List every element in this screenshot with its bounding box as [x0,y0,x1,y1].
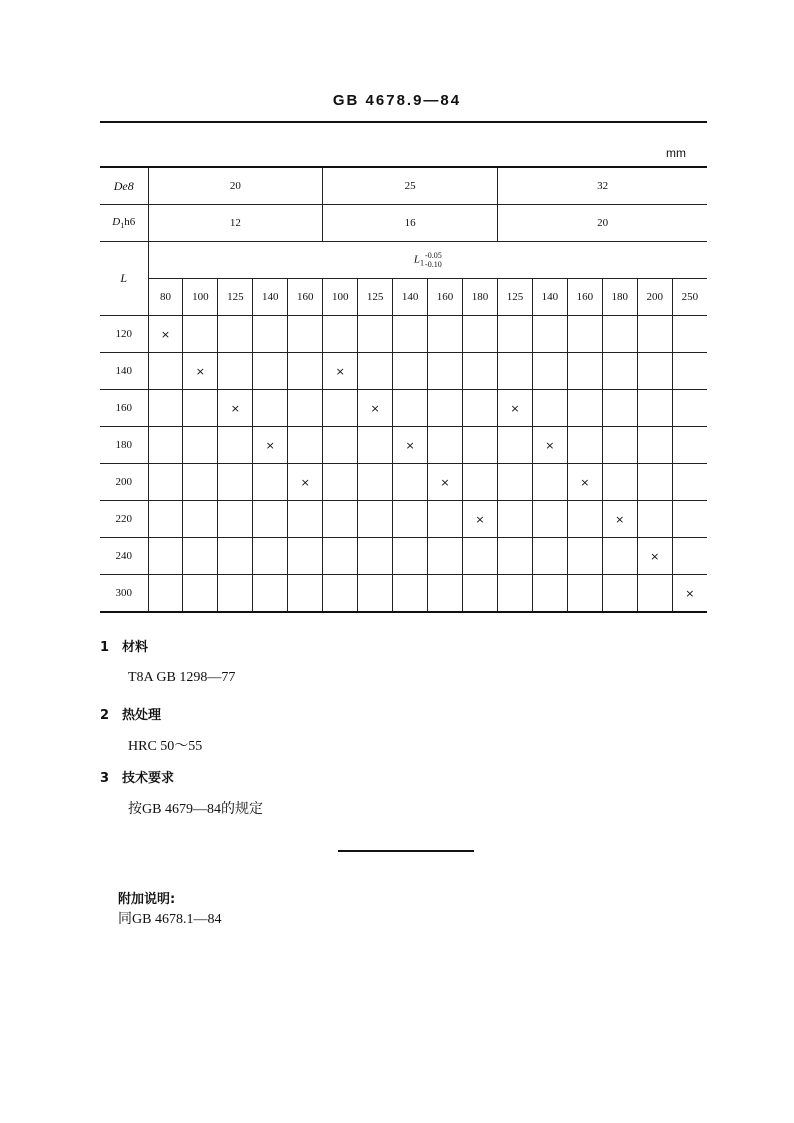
mark-cell: × [323,353,358,390]
l-value-cell: 200 [100,464,148,501]
empty-cell [567,353,602,390]
row-label-d1: $D_1h6$ [100,205,148,242]
empty-cell [393,575,428,613]
empty-cell [637,316,672,353]
table-row [100,390,707,427]
empty-cell [462,464,497,501]
mark-cell: × [148,316,183,353]
empty-cell [393,538,428,575]
empty-cell [323,316,358,353]
empty-cell [253,538,288,575]
l1-value-cell: 80 [148,279,183,316]
empty-cell [532,575,567,613]
header-rule [100,121,707,123]
mark-cell: × [602,501,637,538]
empty-cell [218,427,253,464]
empty-cell [567,575,602,613]
d-value-3: 32 [497,167,707,205]
empty-cell [393,464,428,501]
l-value-cell: 180 [100,427,148,464]
empty-cell [148,501,183,538]
empty-cell [567,538,602,575]
empty-cell [672,353,707,390]
table-row [100,575,707,613]
l-value-cell: 140 [100,353,148,390]
empty-cell [462,316,497,353]
l-value-cell: 160 [100,390,148,427]
l1-value-cell: 180 [462,279,497,316]
empty-cell [672,538,707,575]
empty-cell [288,353,323,390]
empty-cell [637,353,672,390]
empty-cell [393,316,428,353]
l1-value-cell: 140 [253,279,288,316]
additional-notes-title: 附加说明: [118,892,176,907]
note-2-title: 2 热处理 [100,708,162,723]
empty-cell [183,390,218,427]
mark-cell: × [218,390,253,427]
empty-cell [148,538,183,575]
empty-cell [672,390,707,427]
empty-cell [637,427,672,464]
l1-value-cell: 200 [637,279,672,316]
note-1-title: 1 材料 [100,640,149,655]
empty-cell [602,390,637,427]
empty-cell [183,464,218,501]
mark-cell: × [672,575,707,613]
empty-cell [253,390,288,427]
mark-cell: × [637,538,672,575]
empty-cell [532,316,567,353]
table-row [100,464,707,501]
empty-cell [637,464,672,501]
row-label-d: De8 [100,167,148,205]
empty-cell [462,390,497,427]
empty-cell [253,316,288,353]
table-row [100,427,707,464]
empty-cell [288,538,323,575]
empty-cell [358,501,393,538]
empty-cell [532,538,567,575]
mark-cell: × [532,427,567,464]
l-value-cell: 300 [100,575,148,613]
l-value-cell: 240 [100,538,148,575]
l-value-cell: 120 [100,316,148,353]
empty-cell [602,538,637,575]
empty-cell [567,316,602,353]
empty-cell [602,575,637,613]
empty-cell [672,316,707,353]
d-value-1: 20 [148,167,323,205]
empty-cell [393,390,428,427]
empty-cell [567,501,602,538]
l1-value-cell: 160 [428,279,463,316]
empty-cell [183,316,218,353]
empty-cell [497,427,532,464]
l1-value-cell: 140 [532,279,567,316]
empty-cell [567,427,602,464]
empty-cell [218,538,253,575]
row-label-l: L [100,242,148,316]
empty-cell [672,501,707,538]
empty-cell [497,501,532,538]
note-1-body: T8A GB 1298—77 [128,670,236,685]
empty-cell [462,353,497,390]
empty-cell [567,390,602,427]
empty-cell [428,501,463,538]
d1-value-1: 12 [148,205,323,242]
empty-cell [428,390,463,427]
empty-cell [323,538,358,575]
d-value-2: 25 [323,167,498,205]
row-d [100,167,707,205]
empty-cell [148,464,183,501]
l1-value-cell: 180 [602,279,637,316]
empty-cell [358,427,393,464]
empty-cell [428,538,463,575]
empty-cell [288,316,323,353]
mark-cell: × [358,390,393,427]
empty-cell [148,575,183,613]
end-rule [338,850,474,852]
mark-cell: × [428,464,463,501]
empty-cell [532,390,567,427]
empty-cell [183,501,218,538]
empty-cell [393,353,428,390]
empty-cell [602,353,637,390]
l1-value-cell: 100 [183,279,218,316]
empty-cell [218,464,253,501]
l1-value-cell: 125 [497,279,532,316]
empty-cell [428,575,463,613]
l1-value-cell: 160 [288,279,323,316]
empty-cell [532,464,567,501]
empty-cell [323,501,358,538]
empty-cell [253,501,288,538]
empty-cell [497,464,532,501]
note-3-body: 按GB 4679—84的规定 [128,802,263,817]
empty-cell [637,575,672,613]
row-d1 [100,205,707,242]
empty-cell [288,501,323,538]
empty-cell [532,353,567,390]
row-l1-values [100,279,707,316]
empty-cell [462,575,497,613]
standard-number: GB 4678.9—84 [332,92,462,109]
empty-cell [358,575,393,613]
empty-cell [183,538,218,575]
mark-cell: × [183,353,218,390]
l1-header: $L_1-0.05$ -0.10 [148,242,707,279]
l1-value-cell: 125 [358,279,393,316]
note-2-body: HRC 50～55 [128,739,203,754]
l-value-cell: 220 [100,501,148,538]
mark-cell: × [567,464,602,501]
l1-value-cell: 140 [393,279,428,316]
empty-cell [462,538,497,575]
empty-cell [218,501,253,538]
empty-cell [428,353,463,390]
empty-cell [323,390,358,427]
empty-cell [602,464,637,501]
mark-cell: × [497,390,532,427]
mark-cell: × [253,427,288,464]
empty-cell [148,427,183,464]
mark-cell: × [393,427,428,464]
table-row [100,501,707,538]
empty-cell [497,316,532,353]
empty-cell [288,575,323,613]
additional-notes-body: 同GB 4678.1—84 [118,912,222,927]
empty-cell [497,353,532,390]
empty-cell [358,538,393,575]
empty-cell [288,390,323,427]
empty-cell [218,575,253,613]
table-row [100,353,707,390]
unit-label: mm [666,146,686,160]
mark-cell: × [288,464,323,501]
empty-cell [637,390,672,427]
empty-cell [323,575,358,613]
empty-cell [497,575,532,613]
d1-value-3: 20 [497,205,707,242]
note-3-title: 3 技术要求 [100,771,175,786]
empty-cell [428,316,463,353]
empty-cell [672,427,707,464]
l1-value-cell: 250 [672,279,707,316]
l1-value-cell: 125 [218,279,253,316]
empty-cell [253,353,288,390]
empty-cell [602,316,637,353]
empty-cell [323,464,358,501]
d1-value-2: 16 [323,205,498,242]
empty-cell [323,427,358,464]
dimension-table [100,166,707,613]
table-row [100,316,707,353]
empty-cell [253,464,288,501]
empty-cell [672,464,707,501]
empty-cell [358,464,393,501]
empty-cell [532,501,567,538]
empty-cell [602,427,637,464]
mark-cell: × [462,501,497,538]
l1-value-cell: 160 [567,279,602,316]
empty-cell [358,316,393,353]
empty-cell [428,427,463,464]
empty-cell [393,501,428,538]
empty-cell [637,501,672,538]
empty-cell [253,575,288,613]
empty-cell [218,316,253,353]
table-row [100,538,707,575]
empty-cell [148,390,183,427]
l1-value-cell: 100 [323,279,358,316]
empty-cell [148,353,183,390]
empty-cell [218,353,253,390]
empty-cell [497,538,532,575]
empty-cell [183,427,218,464]
row-l1-header [100,242,707,279]
empty-cell [358,353,393,390]
empty-cell [462,427,497,464]
empty-cell [183,575,218,613]
empty-cell [288,427,323,464]
